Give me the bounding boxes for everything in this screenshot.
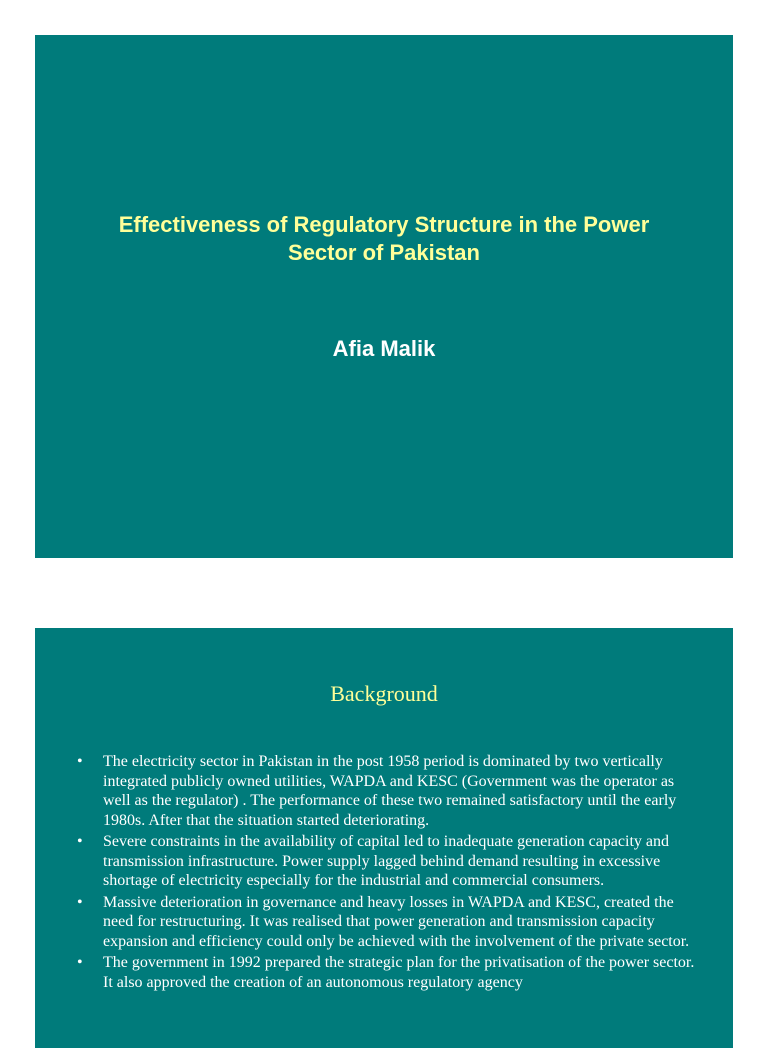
bullet-text: The electricity sector in Pakistan in the post 1958 period is dominated by two vertically integrated publicly owned utilities, WAPDA and KESC (Government was the operator as well as the regulator) . The performance of these two remained satisfactory until the early 1980s. After that the situation started deteriorating. — [103, 753, 677, 829]
bullet-icon: • — [77, 893, 83, 911]
bullet-item — [75, 953, 699, 992]
title-slide — [35, 35, 733, 558]
title-line-2: Sector of Pakistan — [288, 240, 480, 265]
author-name: Afia Malik — [332, 336, 436, 361]
bullet-list — [75, 752, 699, 994]
presentation-title — [35, 211, 733, 267]
bullet-text: Massive deterioration in governance and heavy losses in WAPDA and KESC, created the need for restructuring. It was realised that power generation and transmission capacity expansion and efficiency could only be achieved with the involvement of the private sector. — [103, 893, 690, 950]
bullet-text: Severe constraints in the availability of capital led to inadequate generation capacity and transmission infrastructure. Power supply lagged behind demand resulting in excessive shortage of electricity especially for the industrial and commercial consumers. — [103, 833, 669, 889]
bullet-icon: • — [77, 833, 83, 850]
section-heading: Background — [330, 681, 438, 706]
background-slide — [35, 628, 733, 1048]
bullet-text: The government in 1992 prepared the strategic plan for the privatisation of the power sector. It also approved the creation of an autonomous regulatory agency — [103, 954, 695, 991]
bullet-icon: • — [77, 753, 83, 770]
title-line-1: Effectiveness of Regulatory Structure in the Power — [118, 212, 650, 237]
bullet-icon: • — [77, 954, 83, 971]
bullet-item — [75, 832, 699, 891]
bullet-item — [75, 893, 699, 952]
bullet-item — [75, 752, 699, 830]
